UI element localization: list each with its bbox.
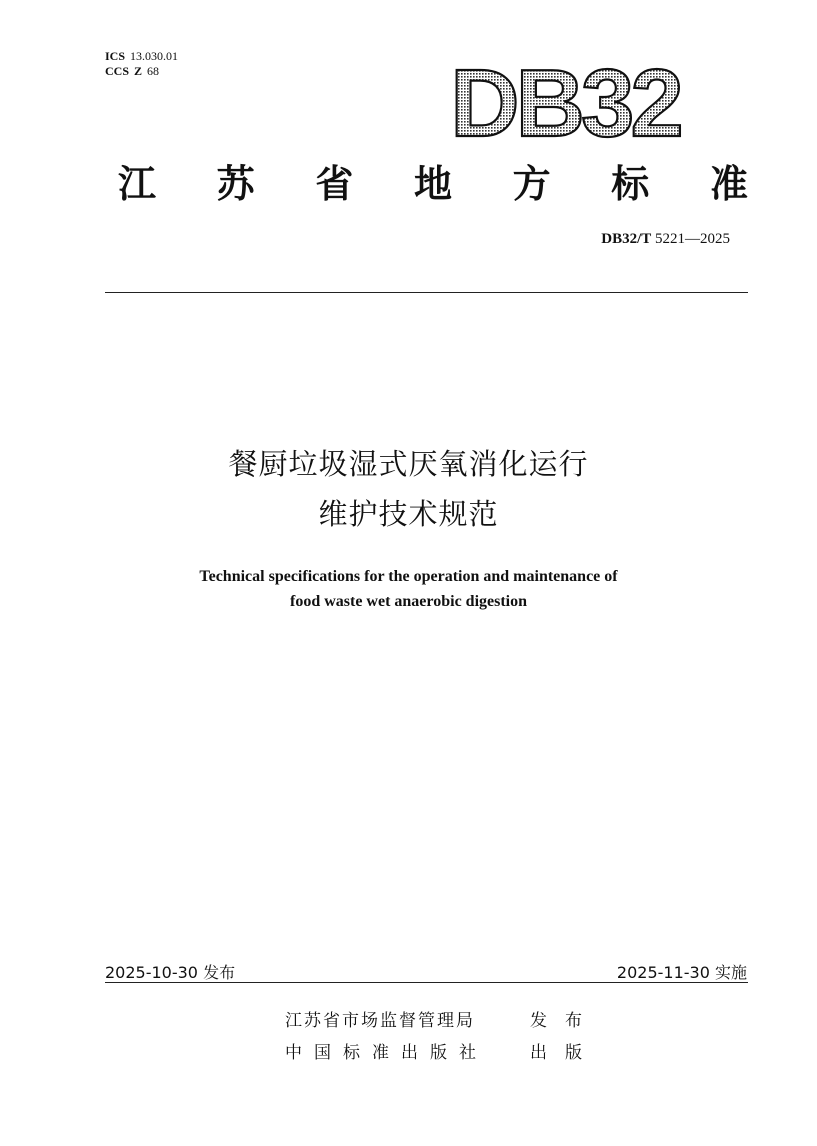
- ccs-label: CCS: [105, 64, 130, 78]
- implement-date: 2025-11-30 实施: [616, 963, 747, 982]
- standard-type-char: 苏: [216, 162, 255, 206]
- issue-date: 2025-10-30 发布: [105, 963, 236, 982]
- standard-type-char: 江: [118, 162, 157, 206]
- standard-number-value: 5221—2025: [655, 231, 730, 247]
- ccs-letter: Z: [134, 64, 143, 78]
- standard-type-heading: [118, 161, 748, 207]
- ccs-code-line: [105, 64, 178, 79]
- standard-number: [601, 231, 730, 248]
- issuer-name-2: 中国标准出版社: [285, 1043, 488, 1063]
- title-cn-line1: 餐厨垃圾湿式厌氧消化运行: [228, 447, 589, 481]
- issuer-role-1: 发布: [530, 1011, 600, 1031]
- top-divider: [105, 292, 748, 293]
- logo-text: DB32: [450, 58, 680, 142]
- ics-code-line: [105, 49, 178, 64]
- standard-type-char: 方: [512, 162, 551, 206]
- bottom-divider: [105, 982, 748, 983]
- ics-label: ICS: [105, 49, 126, 63]
- standard-type-char: 地: [413, 162, 452, 206]
- ccs-value: 68: [147, 64, 160, 78]
- issuer-role-2: 出版: [530, 1043, 600, 1063]
- title-cn-line2: 维护技术规范: [318, 497, 499, 531]
- standard-type-char: 准: [709, 162, 748, 206]
- standard-type-char: 标: [611, 162, 650, 206]
- standard-type-char: 省: [315, 162, 354, 206]
- title-en-line2: food waste wet anaerobic digestion: [289, 593, 528, 610]
- classification-codes: [105, 49, 178, 79]
- issuer-name-1: 江苏省市场监督管理局: [285, 1011, 475, 1031]
- db32-logo: [440, 58, 690, 142]
- standard-number-prefix: DB32/T: [601, 231, 652, 247]
- ics-value: 13.030.01: [130, 49, 179, 63]
- title-en-line1: Technical specifications for the operation and maintenance of: [199, 568, 618, 585]
